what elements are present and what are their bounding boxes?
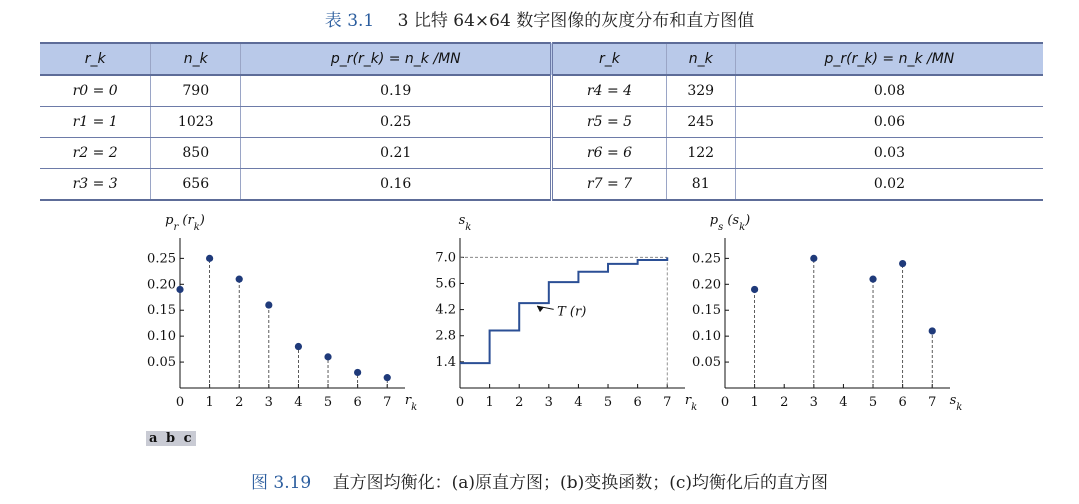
table-header: n_k (151, 43, 241, 75)
y-axis-label: $p_s$ $(s_k)$ (709, 213, 751, 233)
table-caption-text: 3 比特 64×64 数字图像的灰度分布和直方图值 (397, 11, 755, 31)
x-tick-label: 6 (353, 395, 362, 410)
data-point (354, 369, 361, 376)
figure-caption (0, 468, 1079, 493)
table-cell: 0.19 (241, 75, 552, 107)
figure-caption-number: 图 3.19 (250, 473, 312, 493)
y-tick-label: 5.6 (435, 276, 456, 292)
data-point (810, 255, 817, 262)
y-tick-label: 7.0 (435, 250, 456, 266)
y-tick-label: 0.20 (147, 277, 176, 293)
x-tick-label: 7 (928, 395, 937, 410)
table-header: p_r(r_k) = n_k /MN (241, 43, 552, 75)
data-point (265, 301, 272, 308)
x-tick-label: 5 (868, 395, 878, 410)
x-tick-label: 5 (603, 395, 613, 410)
annotation-label: T (r) (557, 304, 587, 320)
transform-function-chart (410, 208, 700, 428)
table-cell: 790 (151, 75, 241, 107)
data-point (236, 276, 243, 283)
x-tick-label: 1 (205, 395, 214, 410)
table-cell: r0 = 0 (40, 75, 151, 107)
table-cell: r6 = 6 (552, 138, 666, 169)
y-tick-label: 0.25 (147, 251, 176, 267)
data-point (899, 260, 906, 267)
data-point (176, 286, 183, 293)
table-row (40, 107, 1043, 138)
x-tick-label: 4 (294, 395, 303, 410)
subfigure-labels: a b c (146, 431, 196, 446)
table-header: r_k (552, 43, 666, 75)
table-cell: 0.21 (241, 138, 552, 169)
table-row (40, 138, 1043, 169)
x-tick-label: 0 (455, 395, 465, 410)
table-cell: 329 (666, 75, 735, 107)
y-axis-label: $s_k$ (458, 213, 472, 233)
table-cell: 850 (151, 138, 241, 169)
table-cell: 0.02 (735, 169, 1043, 201)
y-tick-label: 0.15 (692, 303, 721, 319)
x-tick-label: 1 (750, 395, 759, 410)
table-cell: 0.16 (241, 169, 552, 201)
table-header: n_k (666, 43, 735, 75)
x-tick-label: 7 (663, 395, 672, 410)
y-tick-label: 4.2 (435, 302, 456, 318)
y-tick-label: 0.25 (692, 251, 721, 267)
x-tick-label: 0 (175, 395, 185, 410)
table-cell: 656 (151, 169, 241, 201)
x-tick-label: 4 (839, 395, 848, 410)
y-tick-label: 0.20 (692, 277, 721, 293)
table-caption (0, 6, 1079, 31)
data-point (295, 343, 302, 350)
x-tick-label: 6 (633, 395, 642, 410)
x-tick-label: 3 (544, 395, 553, 410)
x-tick-label: 2 (780, 395, 789, 410)
figure-caption-text: 直方图均衡化：(a)原直方图；(b)变换函数；(c)均衡化后的直方图 (332, 473, 828, 493)
table-cell: 0.03 (735, 138, 1043, 169)
x-axis-label: $r_k$ (684, 393, 698, 413)
table-cell: r7 = 7 (552, 169, 666, 201)
table-row (40, 169, 1043, 201)
table-cell: r2 = 2 (40, 138, 151, 169)
y-tick-label: 0.05 (147, 355, 176, 371)
data-point (929, 327, 936, 334)
x-tick-label: 3 (809, 395, 818, 410)
table-cell: 0.25 (241, 107, 552, 138)
table-cell: r4 = 4 (552, 75, 666, 107)
x-tick-label: 5 (323, 395, 333, 410)
table-cell: 0.06 (735, 107, 1043, 138)
y-tick-label: 0.15 (147, 303, 176, 319)
histogram-original-chart (130, 208, 420, 428)
table-caption-number: 表 3.1 (324, 11, 375, 31)
data-point (751, 286, 758, 293)
x-tick-label: 4 (574, 395, 583, 410)
data-point (869, 276, 876, 283)
x-axis-label: $r_k$ (404, 393, 418, 413)
data-point (324, 353, 331, 360)
x-tick-label: 0 (720, 395, 730, 410)
x-tick-label: 2 (515, 395, 524, 410)
y-tick-label: 1.4 (435, 354, 456, 370)
data-point (206, 255, 213, 262)
y-axis-label: $p_r$ $(r_k)$ (165, 213, 205, 233)
histogram-table (40, 42, 1043, 201)
y-tick-label: 2.8 (435, 328, 456, 344)
x-tick-label: 6 (898, 395, 907, 410)
table-row (40, 75, 1043, 107)
table-header: r_k (40, 43, 151, 75)
table-cell: r5 = 5 (552, 107, 666, 138)
y-tick-label: 0.10 (147, 329, 176, 345)
table-cell: r3 = 3 (40, 169, 151, 201)
x-tick-label: 2 (235, 395, 244, 410)
table-cell: 245 (666, 107, 735, 138)
table-cell: r1 = 1 (40, 107, 151, 138)
table-cell: 0.08 (735, 75, 1043, 107)
table-cell: 122 (666, 138, 735, 169)
table-cell: 81 (666, 169, 735, 201)
x-tick-label: 1 (485, 395, 494, 410)
x-tick-label: 7 (383, 395, 392, 410)
x-axis-label: $s_k$ (949, 393, 963, 413)
histogram-equalized-chart (675, 208, 965, 428)
x-tick-label: 3 (264, 395, 273, 410)
table-header-row (40, 43, 1043, 75)
y-tick-label: 0.05 (692, 355, 721, 371)
y-tick-label: 0.10 (692, 329, 721, 345)
table-cell: 1023 (151, 107, 241, 138)
data-point (384, 374, 391, 381)
table-header: p_r(r_k) = n_k /MN (735, 43, 1043, 75)
annotation-arrowhead (537, 306, 544, 312)
